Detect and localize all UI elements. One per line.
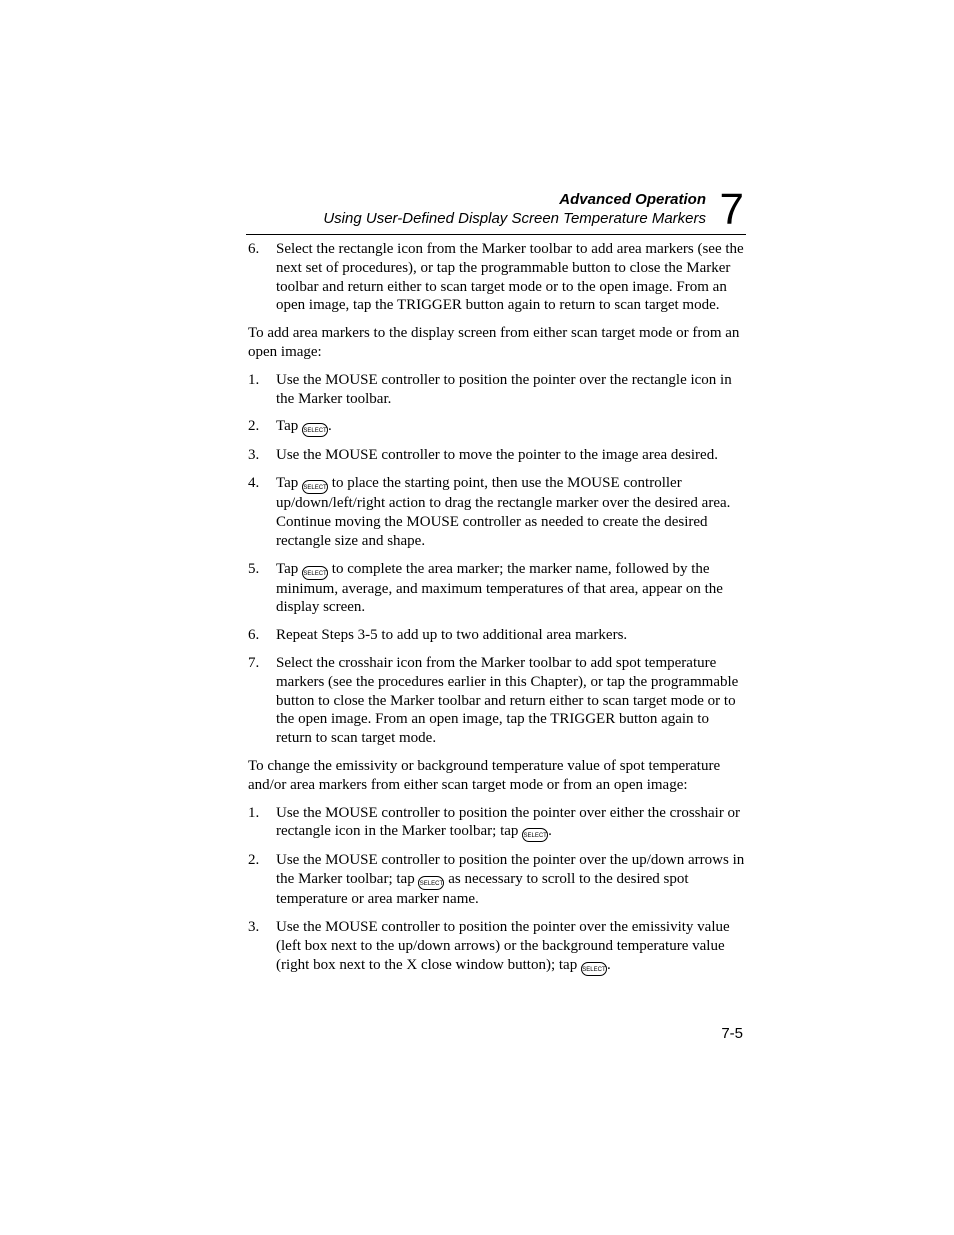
step-number: 3. [248,447,260,464]
step-text: Tap [276,560,303,577]
list-item [248,446,746,465]
step-text: as necessary to scroll to the desired spot temperature or area marker name. [276,871,689,908]
step-number: 2. [248,418,260,435]
step-text: Use the MOUSE controller to position the pointer over the up/down arrows in the Marker toolbar; tap [276,852,745,888]
step-number: 1. [248,371,260,388]
step-number: 3. [248,918,260,935]
header-titles [323,190,706,228]
list-item [248,851,746,909]
page-header [246,185,746,235]
chapter-title: Advanced Operation [559,191,706,208]
list-item [248,804,746,843]
step-number: 5. [248,560,260,577]
select-button-icon: SELECT [302,566,328,580]
page-number: 7-5 [721,1025,743,1042]
step-text: . [606,956,611,973]
step-text: Tap [276,475,303,492]
step-text: Use the MOUSE controller to position the pointer over the rectangle icon in the Marker toolbar. [276,371,732,407]
list-item [248,240,746,315]
section-title: Using User-Defined Display Screen Temperature Markers [323,210,706,227]
page-body [248,240,746,985]
step-text: Select the rectangle icon from the Marker toolbar to add area markers (see the next set of procedures), or tap the programmable button to close the Marker toolbar and return either to scan target mode or to the open image. From an open image, tap the TRIGGER button again to return to scan target mode. [276,241,744,314]
step-number: 7. [248,654,260,671]
step-text: Tap [276,418,303,435]
step-number: 2. [248,852,260,869]
select-button-icon: SELECT [581,962,607,976]
chapter-number: 7 [719,185,744,234]
step-text: Use the MOUSE controller to position the pointer over either the crosshair or rectangle icon in the Marker toolbar; tap [276,804,741,840]
select-button-icon: SELECT [522,828,548,842]
select-button-icon: SELECT [302,480,328,494]
step-text: Repeat Steps 3-5 to add up to two additional area markers. [276,627,628,644]
step-text: Select the crosshair icon from the Marker toolbar to add spot temperature markers (see the procedures earlier in this Chapter), or tap the programmable button to close the Marker toolbar and return either to scan target mode or to the open image. From an open image, tap the TRIGGER button again to return to scan target mode. [276,654,739,747]
select-button-icon: SELECT [418,876,444,890]
step-text: to complete the area marker; the marker name, followed by the minimum, average, and maximum temperatures of that area, appear on the display screen. [276,560,723,616]
step-text: Use the MOUSE controller to position the pointer over the emissivity value (left box next to the up/down arrows) or the background temperature value (right box next to the X close window button); tap [276,918,730,973]
step-number: 6. [248,241,260,257]
list-item [248,371,746,409]
step-text: . [328,418,332,435]
header-rule [246,234,746,235]
step-text: to place the starting point, then use the MOUSE controller up/down/left/right action to drag the rectangle marker over the desired area. Continue moving the MOUSE controller as needed to create the desired rectangle size and shape. [276,475,731,549]
list-item [248,417,746,437]
step-number: 4. [248,475,260,492]
intro-change-values: To change the emissivity or background temperature value of spot temperature and/or area markers from either scan target mode or from an open image: [248,757,721,793]
intro-area-markers: To add area markers to the display screen from either scan target mode or from an open image: [248,325,740,360]
step-number: 6. [248,627,260,644]
list-item [248,560,746,618]
step-text: Use the MOUSE controller to move the pointer to the image area desired. [276,447,718,464]
list-item [248,918,746,976]
step-number: 1. [248,804,260,821]
select-button-icon: SELECT [302,423,328,437]
list-item [248,626,746,645]
list-item [248,654,746,748]
list-item [248,474,746,550]
step-text: . [548,823,552,840]
